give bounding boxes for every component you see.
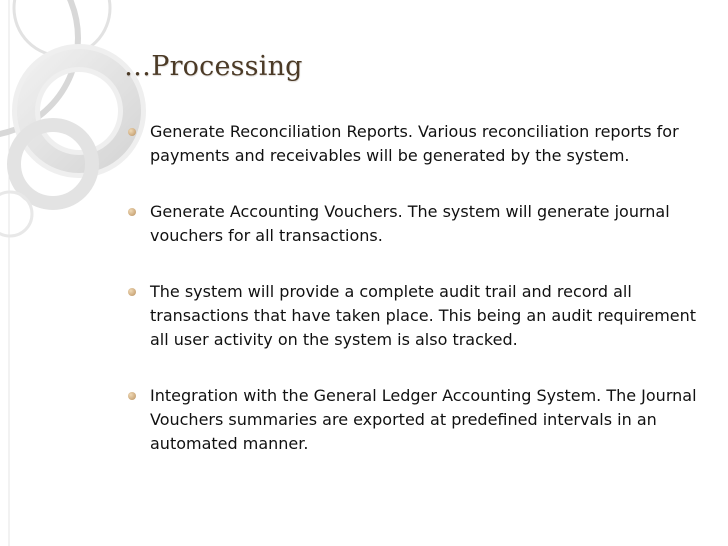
bullet-text: Generate Reconciliation Reports. Various reconciliation reports for payments and receivables will be generated by the system. (150, 122, 679, 165)
bullet-text: Generate Accounting Vouchers. The system will generate journal vouchers for all transactions. (150, 202, 670, 245)
bullet-icon (128, 128, 136, 136)
bullet-item (126, 120, 706, 168)
small-bottom-ring (0, 192, 32, 236)
bullet-item (126, 280, 706, 352)
slide-title: …Processing (124, 51, 303, 82)
bullet-icon (128, 208, 136, 216)
bullet-icon (128, 288, 136, 296)
bullet-text: Integration with the General Ledger Accounting System. The Journal Vouchers summaries are exported at predefined intervals in an automated manner. (150, 386, 697, 453)
bullet-item (126, 384, 706, 456)
bullet-item (126, 200, 706, 248)
bullet-icon (128, 392, 136, 400)
bullet-text: The system will provide a complete audit trail and record all transactions that have taken place. This being an audit requirement all user activity on the system is also tracked. (150, 282, 697, 349)
bullet-list (126, 120, 706, 456)
